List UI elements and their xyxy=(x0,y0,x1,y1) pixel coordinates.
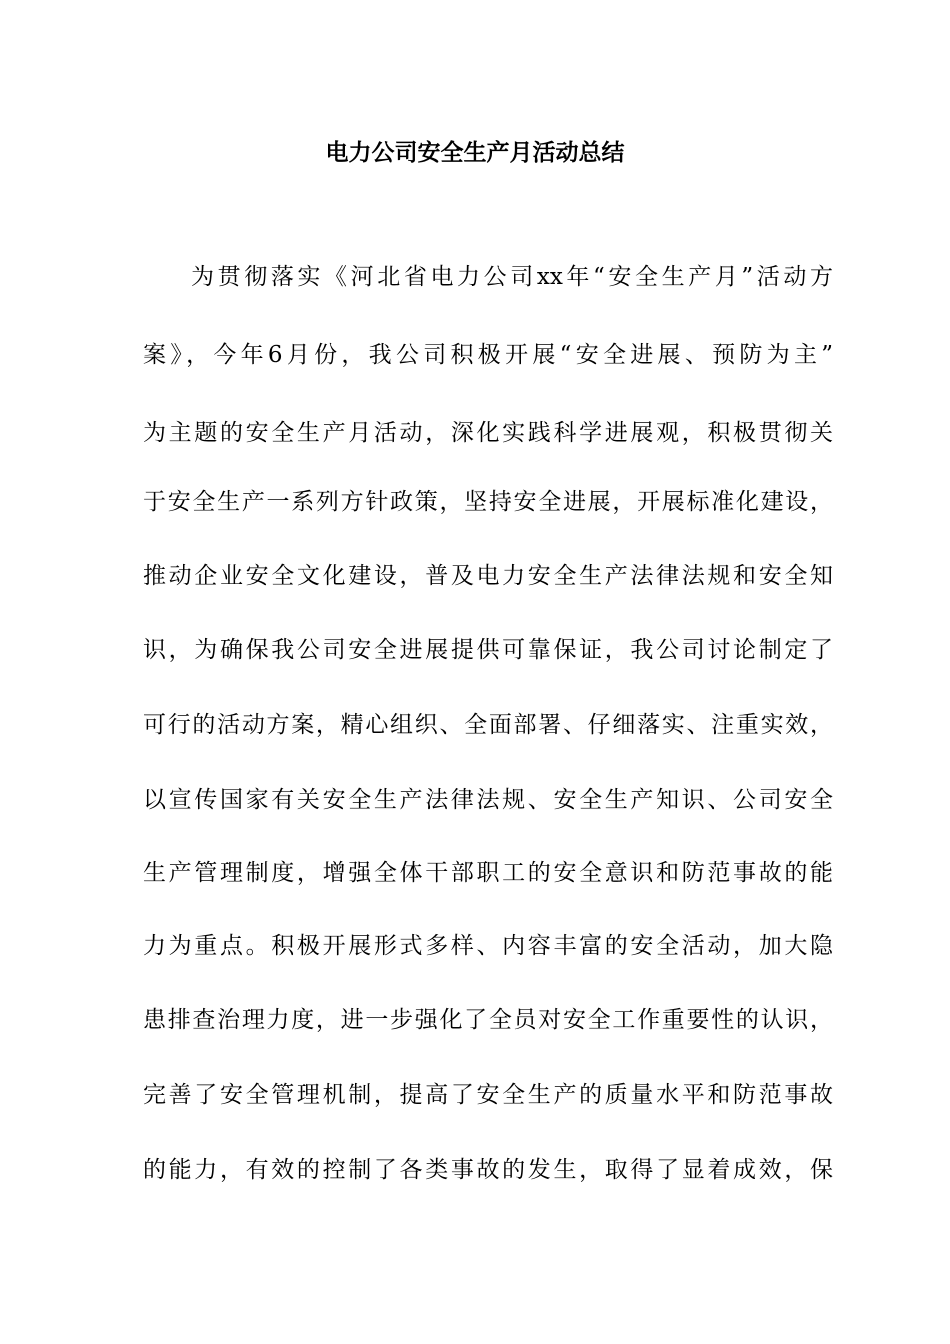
paragraph-line: 可行的活动方案，精心组织、全面部署、仔细落实、注重实效， xyxy=(143,712,833,738)
paragraph-line: 的能力，有效的控制了各类事故的发生，取得了显着成效，保 xyxy=(143,1157,833,1183)
paragraph-line: 生产管理制度，增强全体干部职工的安全意识和防范事故的能 xyxy=(143,860,833,886)
paragraph-line: 案》，今年6月份，我公司积极开展“安全进展、预防为主” xyxy=(143,342,833,368)
paragraph-line: 于安全生产一系列方针政策，坚持安全进展，开展标准化建设， xyxy=(143,489,833,515)
paragraph-line: 识，为确保我公司安全进展提供可靠保证，我公司讨论制定了 xyxy=(143,637,833,663)
paragraph-line: 以宣传国家有关安全生产法律法规、安全生产知识、公司安全 xyxy=(143,787,833,813)
paragraph-line: 为主题的安全生产月活动，深化实践科学进展观，积极贯彻关 xyxy=(143,420,833,446)
paragraph-line: 推动企业安全文化建设，普及电力安全生产法律法规和安全知 xyxy=(143,563,833,589)
paragraph-line: 为贯彻落实《河北省电力公司xx年“安全生产月”活动方 xyxy=(191,264,833,290)
paragraph-line: 患排查治理力度，进一步强化了全员对安全工作重要性的认识， xyxy=(143,1007,833,1033)
paragraph-line: 力为重点。积极开展形式多样、内容丰富的安全活动，加大隐 xyxy=(143,933,833,959)
paragraph-line: 完善了安全管理机制，提高了安全生产的质量水平和防范事故 xyxy=(143,1082,833,1108)
document-title: 电力公司安全生产月活动总结 xyxy=(325,140,625,166)
